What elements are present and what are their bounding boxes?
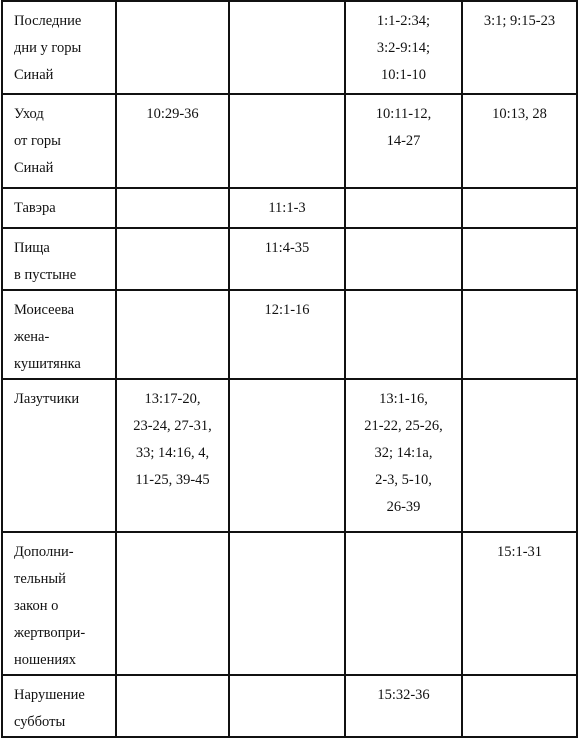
reference-cell — [229, 94, 345, 188]
reference-cell — [462, 532, 577, 675]
reference-cell — [345, 188, 462, 228]
table-row — [2, 94, 577, 188]
reference-cell — [345, 290, 462, 379]
reference-cell — [116, 188, 229, 228]
topic-line: Уход — [14, 106, 44, 122]
reference-line: 13:1-16, — [379, 391, 428, 407]
reference-cell — [462, 675, 577, 737]
reference-cell — [229, 532, 345, 675]
topic-line: закон о — [14, 598, 59, 614]
topic-cell — [2, 1, 116, 94]
topic-line: от горы — [14, 133, 61, 149]
topic-line: дни у горы — [14, 40, 82, 56]
reference-cell — [116, 1, 229, 94]
topic-line: Моисеева — [14, 302, 75, 318]
reference-line: 11:4-35 — [264, 240, 310, 256]
topic-line: жертвопри- — [14, 625, 86, 641]
reference-cell — [462, 94, 577, 188]
topic-line: Тавэра — [14, 200, 56, 216]
table-row — [2, 1, 577, 94]
reference-line: 26-39 — [386, 499, 421, 515]
topic-line: Синай — [14, 160, 54, 176]
reference-cell — [462, 290, 577, 379]
table-row — [2, 675, 577, 737]
topic-line: Последние — [14, 13, 82, 29]
table-row — [2, 290, 577, 379]
topic-line: Лазутчики — [14, 391, 80, 407]
topic-line: жена- — [14, 329, 50, 345]
reference-line: 12:1-16 — [264, 302, 310, 318]
table-row — [2, 228, 577, 290]
reference-cell — [116, 675, 229, 737]
topic-line: Дополни- — [14, 544, 74, 560]
reference-line: 3:1; 9:15-23 — [483, 13, 556, 29]
topic-cell — [2, 94, 116, 188]
topic-line: тельный — [14, 571, 66, 587]
reference-cell — [116, 94, 229, 188]
reference-line: 33; 14:16, 4, — [135, 445, 210, 461]
reference-line: 11:1-3 — [268, 200, 306, 216]
reference-cell — [462, 1, 577, 94]
reference-line: 10:1-10 — [380, 67, 427, 83]
topic-cell — [2, 228, 116, 290]
reference-line: 23-24, 27-31, — [133, 418, 212, 434]
reference-cell — [462, 188, 577, 228]
topic-line: Синай — [14, 67, 54, 83]
reference-cell — [229, 290, 345, 379]
topic-cell — [2, 188, 116, 228]
topic-line: Нарушение — [14, 687, 85, 703]
reference-cell — [345, 1, 462, 94]
reference-line: 10:13, 28 — [492, 106, 547, 122]
reference-line: 15:32-36 — [377, 687, 430, 703]
reference-line: 32; 14:1a, — [374, 445, 433, 461]
topic-cell — [2, 675, 116, 737]
topic-cell — [2, 379, 116, 532]
table-body — [2, 1, 577, 737]
reference-line: 13:17-20, — [144, 391, 201, 407]
reference-cell — [229, 1, 345, 94]
table-row — [2, 188, 577, 228]
reference-cell — [462, 228, 577, 290]
reference-cell — [229, 188, 345, 228]
reference-line: 1:1-2:34; — [376, 13, 431, 29]
reference-cell — [345, 675, 462, 737]
reference-cell — [345, 228, 462, 290]
reference-line: 11-25, 39-45 — [135, 472, 210, 488]
topic-cell — [2, 290, 116, 379]
topic-line: субботы — [14, 714, 66, 730]
topic-line: ношениях — [14, 652, 77, 668]
reference-cell — [345, 94, 462, 188]
reference-cell — [229, 228, 345, 290]
reference-line: 10:11-12, — [375, 106, 432, 122]
reference-cell — [345, 532, 462, 675]
reference-line: 15:1-31 — [496, 544, 543, 560]
reference-line: 3:2-9:14; — [376, 40, 431, 56]
reference-line: 10:29-36 — [146, 106, 199, 122]
sources-table — [1, 0, 578, 738]
reference-cell — [229, 675, 345, 737]
reference-cell — [462, 379, 577, 532]
topic-cell — [2, 532, 116, 675]
reference-cell — [116, 379, 229, 532]
topic-line: Пища — [14, 240, 50, 256]
reference-line: 21-22, 25-26, — [364, 418, 443, 434]
reference-line: 2-3, 5-10, — [375, 472, 432, 488]
topic-line: кушитянка — [14, 356, 81, 372]
reference-cell — [229, 379, 345, 532]
reference-cell — [116, 228, 229, 290]
reference-line: 14-27 — [386, 133, 421, 149]
reference-cell — [345, 379, 462, 532]
reference-cell — [116, 532, 229, 675]
table-row — [2, 379, 577, 532]
table-row — [2, 532, 577, 675]
topic-line: в пустыне — [14, 267, 77, 283]
reference-cell — [116, 290, 229, 379]
